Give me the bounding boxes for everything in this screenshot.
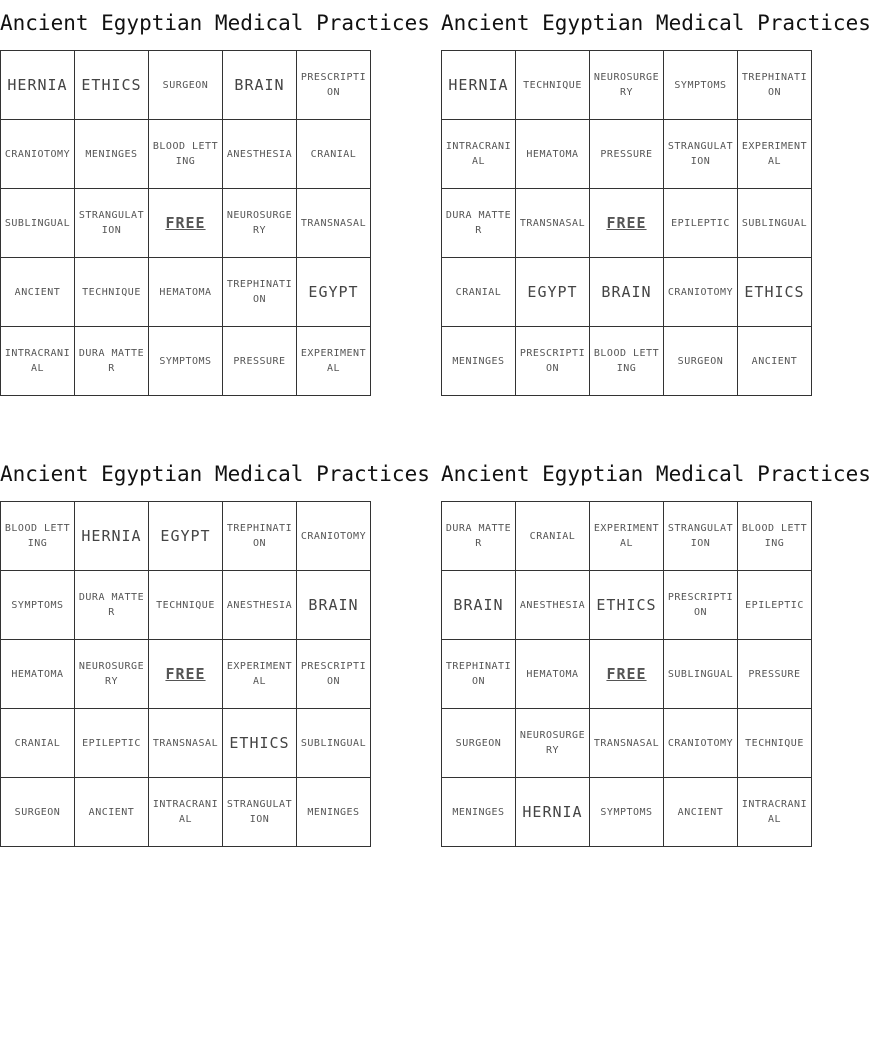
bingo-cell: STRANGULATION (664, 120, 738, 189)
bingo-cell: SYMPTOMS (590, 778, 664, 847)
bingo-cell: TECHNIQUE (738, 709, 812, 778)
bingo-cell: ETHICS (75, 51, 149, 120)
free-space-cell: FREE (149, 640, 223, 709)
bingo-cell: HERNIA (1, 51, 75, 120)
grid-row (442, 502, 812, 571)
bingo-cell: TECHNIQUE (516, 51, 590, 120)
bingo-cell: TECHNIQUE (149, 571, 223, 640)
grid-row (1, 258, 371, 327)
bingo-cell: ANCIENT (664, 778, 738, 847)
bingo-cell: NEUROSURGERY (223, 189, 297, 258)
bingo-cell: ANESTHESIA (223, 571, 297, 640)
bingo-cell: SUBLINGUAL (738, 189, 812, 258)
card-title: Ancient Egyptian Medical Practices (441, 462, 871, 486)
bingo-cell: SYMPTOMS (149, 327, 223, 396)
free-space-cell: FREE (590, 640, 664, 709)
bingo-cell: EXPERIMENTAL (738, 120, 812, 189)
bingo-cell: HEMATOMA (1, 640, 75, 709)
bingo-cell: SURGEON (1, 778, 75, 847)
grid-row (1, 571, 371, 640)
bingo-cell: SURGEON (442, 709, 516, 778)
bingo-cell: MENINGES (297, 778, 371, 847)
bingo-cell: NEUROSURGERY (590, 51, 664, 120)
bingo-cell: ETHICS (590, 571, 664, 640)
bingo-cell: PRESSURE (590, 120, 664, 189)
bingo-cell: CRANIAL (516, 502, 590, 571)
grid-row (1, 709, 371, 778)
grid-row (442, 640, 812, 709)
bingo-cell: SUBLINGUAL (297, 709, 371, 778)
bingo-cell: DURA MATTER (75, 327, 149, 396)
grid-row (1, 51, 371, 120)
grid-row (442, 258, 812, 327)
bingo-cell: ETHICS (223, 709, 297, 778)
bingo-grid (0, 50, 371, 396)
bingo-cell: CRANIAL (1, 709, 75, 778)
bingo-cell: HERNIA (516, 778, 590, 847)
bingo-cell: CRANIOTOMY (1, 120, 75, 189)
grid-row (1, 640, 371, 709)
grid-row (1, 502, 371, 571)
bingo-grid (0, 501, 371, 847)
grid-row (442, 778, 812, 847)
bingo-cell: TREPHINATION (223, 502, 297, 571)
bingo-cell: HEMATOMA (516, 640, 590, 709)
bingo-cell: CRANIAL (297, 120, 371, 189)
bingo-cell: NEUROSURGERY (516, 709, 590, 778)
bingo-cell: MENINGES (442, 778, 516, 847)
bingo-cell: EXPERIMENTAL (297, 327, 371, 396)
bingo-cell: PRESSURE (738, 640, 812, 709)
bingo-cell: STRANGULATION (223, 778, 297, 847)
grid-row (1, 778, 371, 847)
bingo-cell: BRAIN (590, 258, 664, 327)
bingo-cell: HERNIA (75, 502, 149, 571)
card-title: Ancient Egyptian Medical Practices (0, 462, 430, 486)
bingo-cell: EPILEPTIC (75, 709, 149, 778)
bingo-cell: TRANSNASAL (516, 189, 590, 258)
bingo-cell: EXPERIMENTAL (223, 640, 297, 709)
bingo-cell: EPILEPTIC (664, 189, 738, 258)
bingo-cell: TRANSNASAL (590, 709, 664, 778)
bingo-cell: PRESCRIPTION (297, 51, 371, 120)
grid-row (442, 51, 812, 120)
bingo-cell: BRAIN (297, 571, 371, 640)
bingo-cell: CRANIOTOMY (664, 709, 738, 778)
bingo-cell: EXPERIMENTAL (590, 502, 664, 571)
bingo-cell: TREPHINATION (738, 51, 812, 120)
bingo-cell: SYMPTOMS (1, 571, 75, 640)
grid-row (442, 189, 812, 258)
bingo-cell: DURA MATTER (442, 189, 516, 258)
bingo-cell: BLOOD LETTING (149, 120, 223, 189)
bingo-cell: HEMATOMA (149, 258, 223, 327)
bingo-cell: CRANIOTOMY (664, 258, 738, 327)
bingo-cell: ETHICS (738, 258, 812, 327)
bingo-cell: STRANGULATION (75, 189, 149, 258)
bingo-grid (441, 50, 812, 396)
bingo-cell: PRESSURE (223, 327, 297, 396)
bingo-cell: DURA MATTER (75, 571, 149, 640)
bingo-cell: ANESTHESIA (223, 120, 297, 189)
grid-row (1, 327, 371, 396)
bingo-cell: TREPHINATION (442, 640, 516, 709)
free-space-cell: FREE (149, 189, 223, 258)
bingo-cell: EGYPT (149, 502, 223, 571)
bingo-cell: TRANSNASAL (149, 709, 223, 778)
grid-row (1, 189, 371, 258)
grid-row (442, 120, 812, 189)
bingo-cell: BRAIN (223, 51, 297, 120)
bingo-cell: PRESCRIPTION (297, 640, 371, 709)
bingo-cell: TREPHINATION (223, 258, 297, 327)
free-space-cell: FREE (590, 189, 664, 258)
bingo-cell: DURA MATTER (442, 502, 516, 571)
bingo-cell: ANESTHESIA (516, 571, 590, 640)
grid-row (442, 571, 812, 640)
bingo-cell: INTRACRANIAL (149, 778, 223, 847)
bingo-cell: MENINGES (442, 327, 516, 396)
bingo-cell: SURGEON (664, 327, 738, 396)
bingo-cell: INTRACRANIAL (1, 327, 75, 396)
bingo-cell: INTRACRANIAL (442, 120, 516, 189)
bingo-cell: STRANGULATION (664, 502, 738, 571)
bingo-cell: EGYPT (516, 258, 590, 327)
bingo-cell: NEUROSURGERY (75, 640, 149, 709)
grid-row (1, 120, 371, 189)
bingo-cell: PRESCRIPTION (516, 327, 590, 396)
bingo-cell: CRANIAL (442, 258, 516, 327)
bingo-cell: BRAIN (442, 571, 516, 640)
card-title: Ancient Egyptian Medical Practices (441, 11, 871, 35)
grid-row (442, 709, 812, 778)
bingo-cell: SURGEON (149, 51, 223, 120)
bingo-cell: EGYPT (297, 258, 371, 327)
grid-row (442, 327, 812, 396)
bingo-cell: BLOOD LETTING (590, 327, 664, 396)
bingo-cell: ANCIENT (738, 327, 812, 396)
bingo-cell: MENINGES (75, 120, 149, 189)
bingo-cell: SUBLINGUAL (1, 189, 75, 258)
card-title: Ancient Egyptian Medical Practices (0, 11, 430, 35)
bingo-cell: CRANIOTOMY (297, 502, 371, 571)
bingo-cell: EPILEPTIC (738, 571, 812, 640)
bingo-cell: SYMPTOMS (664, 51, 738, 120)
bingo-cell: HEMATOMA (516, 120, 590, 189)
bingo-cell: HERNIA (442, 51, 516, 120)
bingo-cell: BLOOD LETTING (738, 502, 812, 571)
bingo-cell: INTRACRANIAL (738, 778, 812, 847)
bingo-cell: SUBLINGUAL (664, 640, 738, 709)
bingo-cell: TECHNIQUE (75, 258, 149, 327)
bingo-cell: ANCIENT (75, 778, 149, 847)
bingo-cell: BLOOD LETTING (1, 502, 75, 571)
bingo-cell: TRANSNASAL (297, 189, 371, 258)
bingo-grid (441, 501, 812, 847)
bingo-cell: PRESCRIPTION (664, 571, 738, 640)
bingo-cell: ANCIENT (1, 258, 75, 327)
